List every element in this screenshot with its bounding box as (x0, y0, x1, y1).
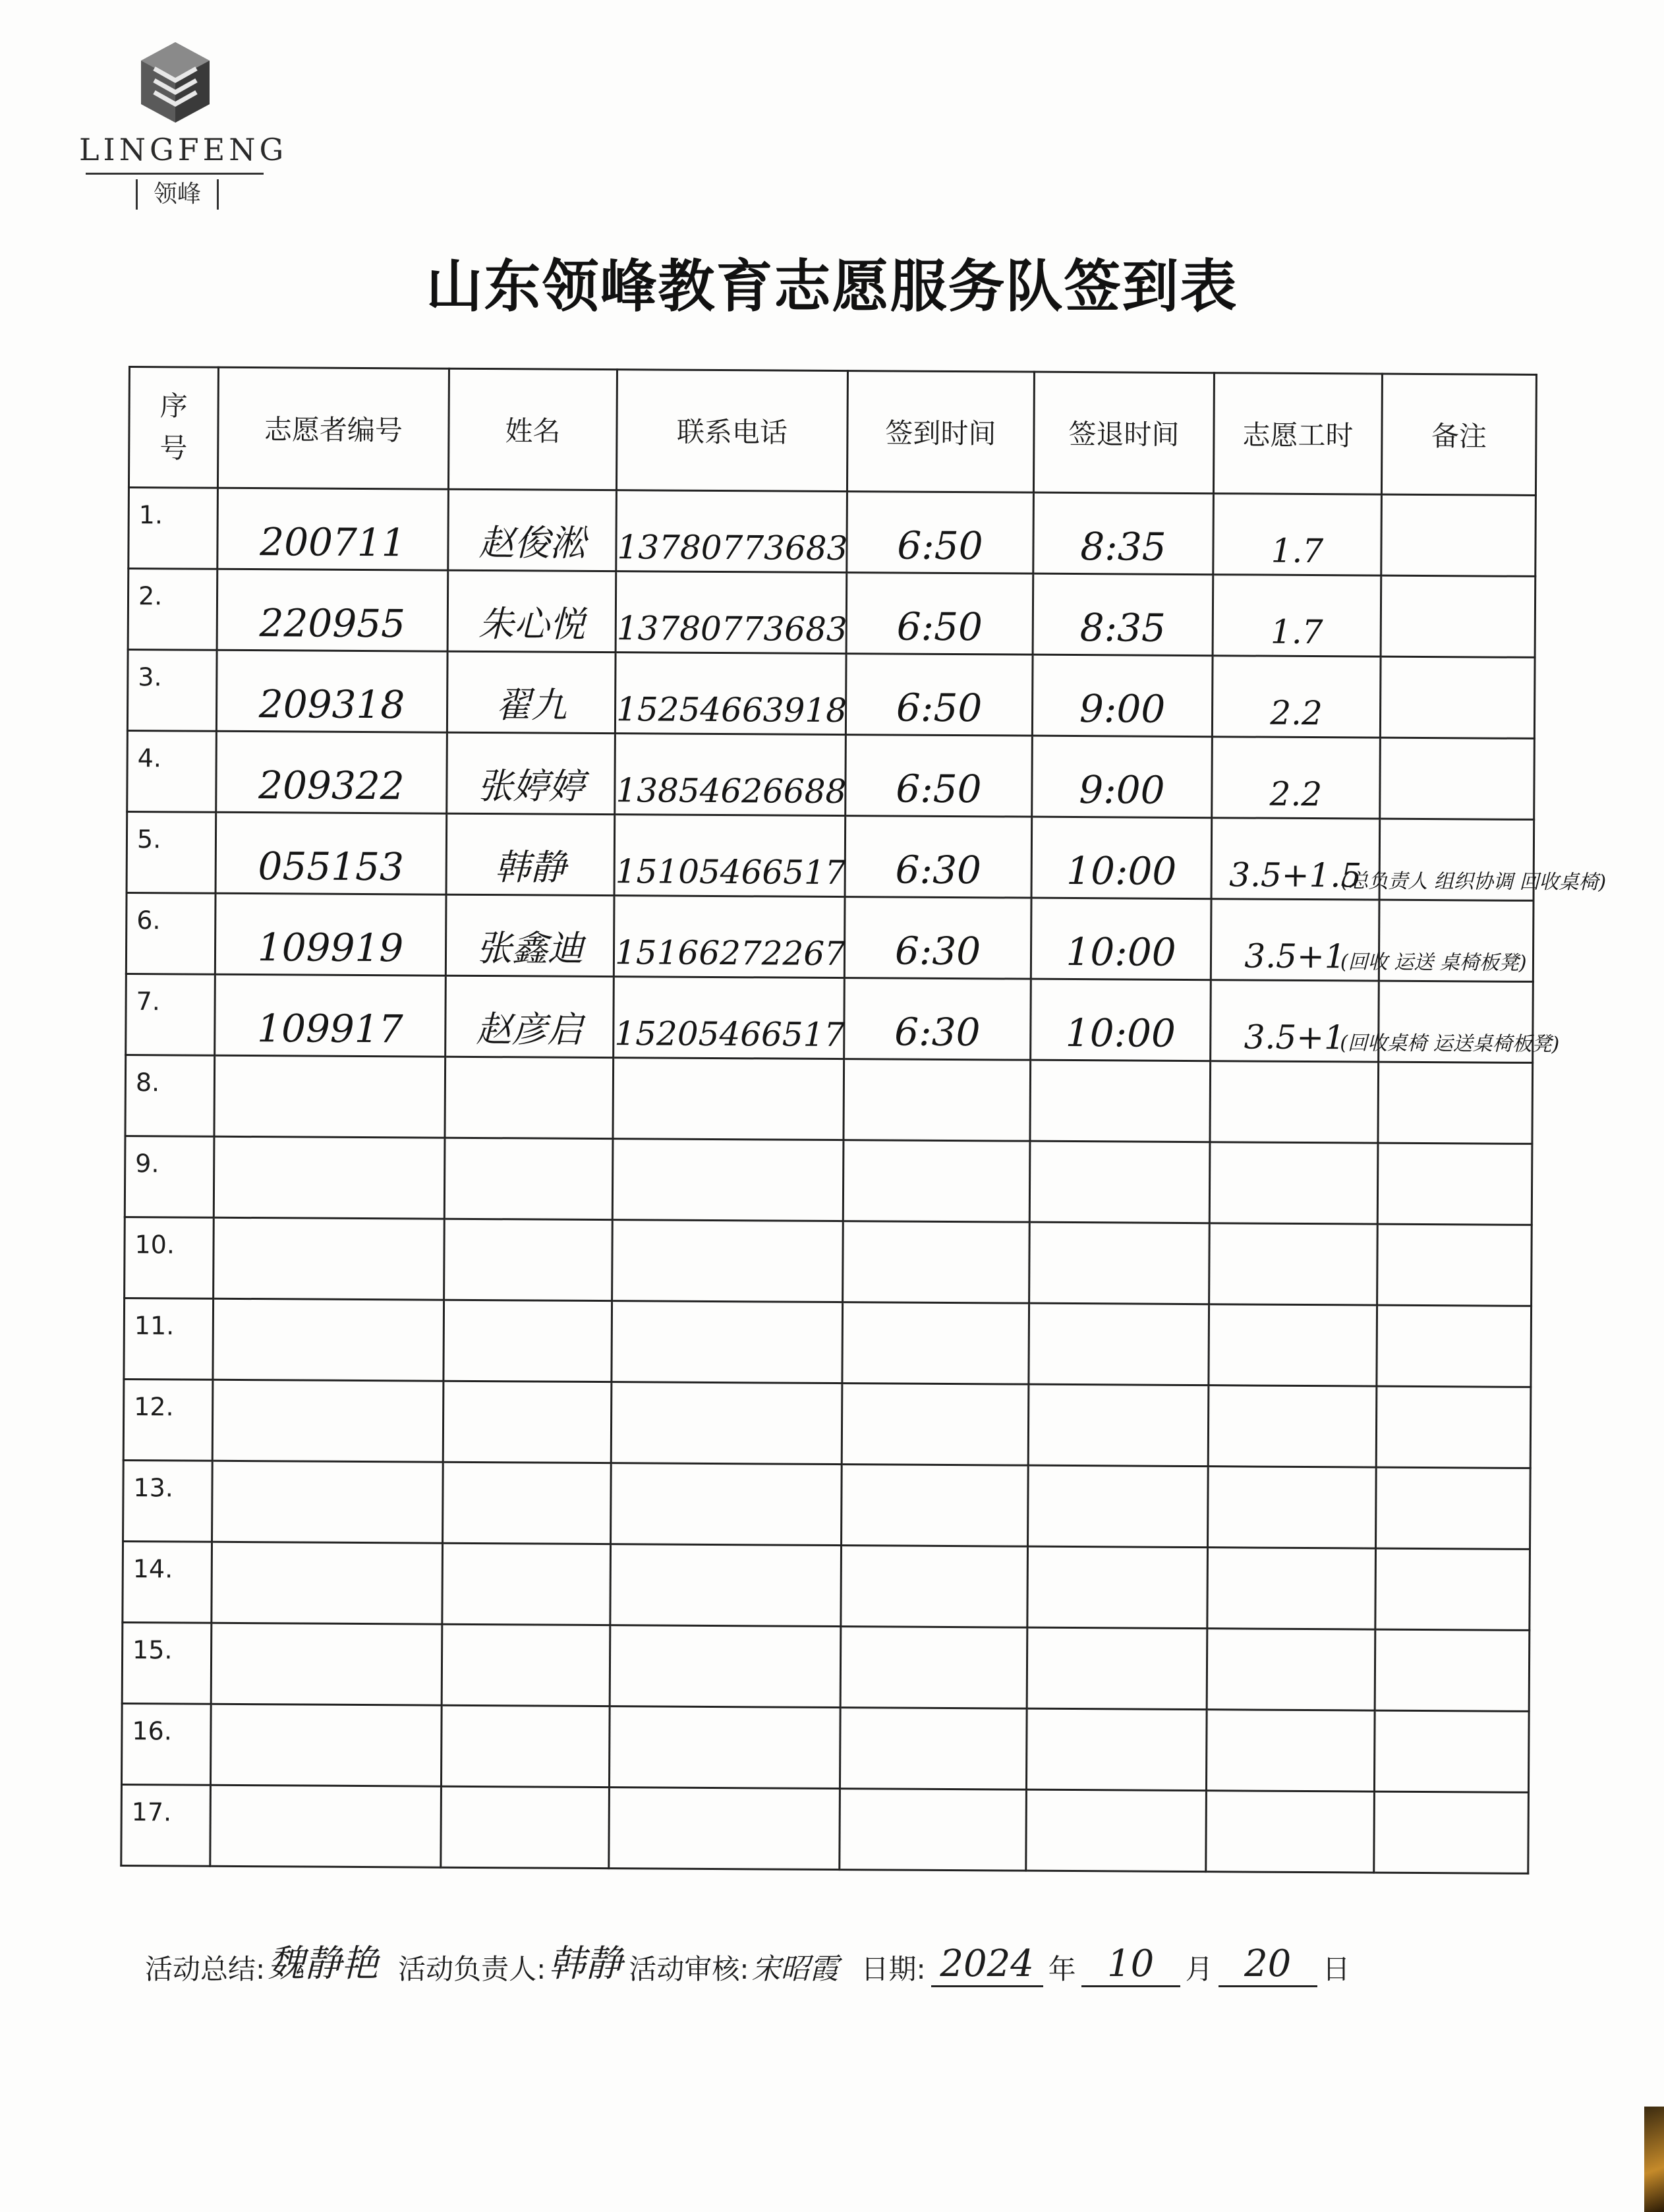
phone-cell (614, 977, 845, 1059)
name-value (445, 1295, 611, 1296)
name-value: 赵彦启 (476, 1008, 583, 1051)
table-row (123, 1379, 1531, 1468)
name-value (444, 1376, 610, 1377)
table-row (126, 892, 1534, 981)
sign-in-value (843, 1378, 1027, 1380)
year-label: 年 (1048, 1953, 1076, 1985)
volunteer-id-value: 200711 (260, 519, 406, 566)
volunteer-id-cell (213, 1298, 444, 1381)
table-header-row (129, 367, 1536, 496)
remarks-value: (总负责人 组织协调 回收桌椅) (1340, 869, 1607, 894)
row-number: 17. (131, 1797, 172, 1827)
phone-value (611, 1620, 840, 1621)
remarks-value: (回收桌椅 运送桌椅板凳) (1340, 1032, 1560, 1057)
sign-in-cell (844, 897, 1031, 979)
remarks-cell (1381, 494, 1536, 576)
sign-in-value (842, 1621, 1026, 1623)
name-value (444, 1538, 610, 1539)
hours-cell (1213, 575, 1381, 656)
sign-in-table (120, 366, 1607, 1875)
table-row (121, 1784, 1529, 1873)
phone-cell (612, 1220, 844, 1302)
phone-value: 15105466517 (615, 852, 846, 892)
sign-out-value (1027, 1866, 1205, 1867)
name-cell (447, 732, 616, 814)
volunteer-id-cell (216, 650, 447, 732)
phone-value (612, 1377, 841, 1378)
phone-cell (611, 1463, 842, 1546)
hours-value: 2.2 (1270, 693, 1323, 733)
hours-value (1210, 1299, 1376, 1300)
sign-in-cell (846, 735, 1033, 817)
name-value: 张鑫迪 (476, 927, 584, 970)
row-number: 10. (134, 1230, 175, 1260)
seq-cell (126, 892, 215, 974)
table-row (125, 1055, 1533, 1144)
phone-cell (614, 896, 845, 978)
sign-out-value (1029, 1380, 1207, 1381)
name-value (443, 1619, 609, 1620)
row-number: 1. (138, 500, 163, 530)
phone-cell (613, 1058, 844, 1140)
phone-cell (615, 734, 846, 816)
volunteer-id-cell (212, 1380, 444, 1462)
name-value: 赵俊淞 (478, 521, 586, 564)
activity-footer (145, 1915, 1529, 1987)
sign-in-cell (846, 654, 1033, 736)
date-month: 10 (1081, 1943, 1180, 1987)
row-number: 12. (134, 1392, 174, 1422)
phone-value: 15254663918 (616, 690, 847, 730)
summary-signature: 魏静艳 (268, 1942, 379, 1985)
sign-out-cell (1027, 1627, 1207, 1710)
row-number: 16. (132, 1716, 172, 1746)
seq-cell (124, 1298, 214, 1380)
hours-value: 1.7 (1270, 612, 1323, 652)
sign-in-value: 6:50 (896, 685, 983, 731)
sign-in-cell (842, 1383, 1029, 1466)
hours-value: 3.5+1 (1244, 937, 1346, 976)
volunteer-id-value: 109919 (257, 925, 404, 971)
volunteer-id-cell (214, 1217, 445, 1300)
table-row (121, 1703, 1529, 1792)
sign-out-cell (1032, 736, 1213, 818)
header-seq: 序号 (129, 367, 218, 488)
hours-cell (1208, 1385, 1377, 1467)
hours-cell (1207, 1548, 1376, 1629)
volunteer-id-value (212, 1618, 441, 1619)
phone-value: 13854626688 (616, 771, 847, 811)
sign-in-value (844, 1297, 1028, 1298)
phone-cell (610, 1625, 841, 1708)
sign-out-value (1031, 1217, 1209, 1219)
table-row (122, 1622, 1530, 1711)
sign-in-value (844, 1216, 1029, 1217)
sign-in-value: 6:50 (896, 604, 983, 650)
row-number: 13. (133, 1473, 174, 1503)
hours-cell (1206, 1791, 1375, 1873)
phone-value (612, 1458, 841, 1459)
volunteer-id-value: 109917 (256, 1006, 403, 1052)
hours-value (1208, 1623, 1374, 1624)
date-year: 2024 (931, 1943, 1043, 1987)
sign-out-cell (1029, 1141, 1210, 1223)
row-number: 9. (135, 1149, 159, 1179)
hours-cell (1210, 1061, 1379, 1143)
remarks-cell (1340, 900, 1534, 981)
sign-out-value: 10:00 (1066, 929, 1176, 975)
hours-cell (1212, 737, 1381, 819)
volunteer-id-value (214, 1456, 442, 1457)
sign-out-value (1029, 1461, 1207, 1462)
phone-cell (614, 815, 846, 897)
sign-in-value (843, 1459, 1027, 1461)
volunteer-id-value (212, 1780, 440, 1782)
phone-value (611, 1701, 840, 1703)
sign-in-cell (843, 1140, 1030, 1223)
seq-cell (123, 1541, 212, 1623)
page-title: 山东领峰教育志愿服务队签到表 (426, 254, 1238, 320)
table-row (129, 488, 1536, 577)
sign-out-value (1030, 1298, 1208, 1300)
remarks-cell (1377, 1143, 1532, 1225)
hours-value (1211, 1218, 1377, 1219)
hours-cell (1212, 656, 1381, 738)
volunteer-id-cell (212, 1542, 443, 1624)
name-cell (445, 975, 614, 1057)
volunteer-id-value: 220955 (259, 600, 406, 647)
name-cell (443, 1462, 612, 1544)
phone-value: 13780773683 (616, 609, 847, 649)
sign-out-value (1028, 1704, 1206, 1705)
seq-cell (127, 730, 217, 812)
sign-out-cell (1031, 817, 1212, 899)
review-label: 活动审核: (629, 1953, 749, 1985)
hours-value (1209, 1461, 1375, 1462)
seq-cell (127, 650, 217, 732)
volunteer-id-value (214, 1375, 442, 1376)
sign-out-cell (1033, 492, 1214, 575)
phone-value (610, 1863, 838, 1865)
seq-cell (128, 569, 217, 651)
sign-in-sheet (121, 366, 1607, 1847)
remarks-cell (1381, 575, 1535, 657)
phone-value (614, 1134, 843, 1135)
phone-cell (612, 1301, 843, 1383)
remarks-value: (回收 运送 桌椅板凳) (1340, 950, 1527, 975)
row-number: 3. (138, 662, 162, 692)
sign-out-cell (1029, 1222, 1210, 1304)
phone-value: 13780773683 (617, 528, 848, 568)
table-row (123, 1460, 1531, 1549)
hours-value (1209, 1380, 1375, 1381)
sign-in-value: 6:30 (895, 847, 982, 893)
month-label: 月 (1185, 1953, 1213, 1985)
sign-in-value: 6:30 (894, 1009, 981, 1055)
phone-value: 15205466517 (614, 1014, 846, 1055)
sign-out-value: 10:00 (1066, 848, 1177, 894)
volunteer-id-value (214, 1294, 443, 1295)
sign-in-cell (842, 1465, 1029, 1547)
sign-in-cell (845, 816, 1032, 898)
sign-out-cell (1033, 573, 1213, 656)
table-row (126, 974, 1534, 1062)
volunteer-id-cell (210, 1785, 442, 1867)
seq-cell (125, 1055, 215, 1136)
sign-in-value (844, 1135, 1029, 1136)
volunteer-id-cell (214, 1055, 445, 1138)
remarks-cell (1376, 1386, 1531, 1468)
seq-cell (126, 974, 215, 1055)
seq-cell (121, 1784, 211, 1866)
hours-value (1209, 1542, 1375, 1543)
seq-cell (125, 1136, 214, 1217)
name-cell (444, 1138, 613, 1219)
sign-out-value: 8:35 (1079, 605, 1166, 651)
seq-cell (121, 1703, 211, 1785)
phone-cell (616, 490, 847, 573)
sign-in-cell (841, 1546, 1028, 1628)
sign-out-cell (1028, 1465, 1209, 1548)
sign-in-cell (844, 978, 1031, 1061)
phone-cell (616, 571, 847, 654)
sign-in-cell (843, 1221, 1030, 1304)
name-cell (441, 1786, 610, 1868)
phone-cell (609, 1788, 840, 1870)
volunteer-id-cell (211, 1623, 442, 1705)
sign-in-cell (840, 1708, 1027, 1790)
sign-in-cell (840, 1789, 1027, 1871)
name-cell (442, 1543, 611, 1625)
date-day: 20 (1219, 1943, 1317, 1987)
name-cell (448, 489, 617, 571)
header-remarks: 备注 (1381, 374, 1536, 495)
photo-edge-decoration (1644, 2107, 1664, 2212)
remarks-cell (1374, 1791, 1529, 1873)
sign-out-cell (1026, 1790, 1207, 1872)
sign-out-cell (1027, 1546, 1208, 1629)
table-row (123, 1541, 1530, 1630)
logo-brand-en: LINGFENG (79, 132, 288, 167)
volunteer-id-cell (212, 1461, 444, 1543)
hours-value: 3.5+1 (1244, 1018, 1346, 1057)
remarks-cell (1376, 1467, 1531, 1549)
row-number: 11. (134, 1311, 175, 1341)
leader-signature: 韩静 (548, 1942, 623, 1985)
leader-label: 活动负责人: (398, 1953, 546, 1985)
volunteer-id-value (211, 1861, 440, 1863)
phone-cell (610, 1544, 842, 1627)
phone-value (612, 1539, 840, 1540)
sign-in-value: 6:50 (897, 523, 983, 569)
volunteer-id-value (215, 1132, 444, 1133)
sign-in-cell (840, 1627, 1027, 1709)
sign-out-value (1027, 1785, 1205, 1786)
hours-value: 1.7 (1271, 531, 1324, 571)
table-row (127, 650, 1535, 739)
volunteer-id-value: 209322 (258, 763, 405, 809)
row-number: 15. (132, 1635, 173, 1665)
name-cell (445, 1057, 614, 1138)
hours-cell (1209, 1223, 1378, 1305)
seq-cell (125, 1217, 214, 1298)
remarks-cell (1378, 1062, 1533, 1144)
row-number: 2. (138, 581, 163, 611)
logo-divider (86, 173, 264, 175)
hours-cell (1206, 1710, 1375, 1791)
sign-out-cell (1031, 898, 1211, 980)
table-row (125, 1217, 1532, 1306)
volunteer-id-cell (210, 1704, 442, 1786)
volunteer-id-cell (217, 488, 449, 570)
volunteer-id-cell (216, 731, 447, 813)
volunteer-id-cell (217, 569, 448, 651)
sign-out-cell (1028, 1384, 1209, 1467)
seq-cell (123, 1379, 213, 1461)
sign-out-value (1031, 1136, 1209, 1138)
sign-out-value: 8:35 (1080, 524, 1166, 569)
volunteer-id-cell (214, 1136, 445, 1219)
phone-cell (612, 1139, 844, 1221)
table-row (124, 1298, 1532, 1387)
hours-cell (1209, 1142, 1378, 1224)
date-label: 日期: (861, 1953, 926, 1985)
table-row (128, 569, 1535, 658)
remarks-cell (1340, 819, 1607, 900)
hours-cell (1208, 1467, 1377, 1548)
name-cell (445, 894, 614, 976)
name-cell (444, 1300, 612, 1382)
seq-cell (127, 811, 216, 893)
phone-value: 15166272267 (614, 933, 846, 974)
sign-in-cell (846, 573, 1033, 655)
review-signature: 宋昭霞 (751, 1952, 839, 1986)
remarks-cell (1377, 1224, 1532, 1306)
volunteer-id-cell (215, 812, 447, 894)
lingfeng-cube-logo-icon (136, 40, 215, 125)
phone-value (613, 1296, 842, 1297)
header-volunteer-id: 志愿者编号 (217, 367, 449, 489)
table-row (127, 811, 1534, 900)
seq-cell (123, 1460, 213, 1542)
sign-in-value: 6:30 (894, 928, 981, 974)
name-cell (447, 570, 616, 652)
name-cell (444, 1219, 613, 1300)
sign-out-cell (1030, 1060, 1211, 1142)
name-value: 韩静 (494, 846, 566, 888)
sign-in-cell (847, 492, 1034, 574)
remarks-cell (1375, 1629, 1530, 1711)
name-cell (443, 1381, 612, 1463)
row-number: 5. (136, 825, 161, 854)
hours-value: 2.2 (1269, 774, 1323, 814)
sign-out-value: 9:00 (1079, 686, 1166, 732)
logo-brand-cn: 领峰 (136, 179, 219, 210)
sign-out-value: 10:00 (1065, 1010, 1176, 1056)
sign-out-cell (1031, 979, 1211, 1061)
hours-value (1208, 1704, 1374, 1705)
name-value: 张婷婷 (477, 765, 585, 807)
header-phone: 联系电话 (616, 370, 847, 492)
hours-cell (1209, 1304, 1377, 1386)
sign-out-cell (1032, 655, 1213, 737)
name-value (444, 1457, 610, 1458)
seq-cell (129, 488, 218, 569)
phone-cell (611, 1382, 842, 1465)
remarks-cell (1380, 738, 1535, 819)
summary-label: 活动总结: (145, 1953, 266, 1985)
sign-out-cell (1029, 1303, 1209, 1385)
hours-cell (1207, 1629, 1375, 1710)
row-number: 7. (136, 987, 161, 1016)
name-value: 朱心悦 (478, 602, 585, 645)
phone-value (610, 1782, 839, 1784)
row-number: 4. (137, 743, 162, 773)
sign-in-value (840, 1865, 1025, 1866)
phone-cell (615, 653, 846, 735)
name-cell (446, 813, 615, 895)
header-hours: 志愿工时 (1213, 373, 1382, 494)
remarks-cell (1340, 981, 1560, 1062)
volunteer-id-value: 055153 (258, 844, 405, 890)
name-cell (442, 1624, 610, 1706)
row-number: 6. (136, 906, 161, 935)
volunteer-id-cell (215, 974, 446, 1057)
remarks-cell (1374, 1710, 1529, 1792)
name-cell (441, 1705, 610, 1787)
name-cell (447, 651, 616, 733)
row-number: 8. (135, 1068, 160, 1097)
name-value (446, 1133, 612, 1134)
phone-cell (609, 1706, 840, 1789)
name-value: 翟九 (495, 684, 567, 726)
sign-out-value (1028, 1623, 1206, 1624)
remarks-cell (1380, 656, 1535, 738)
seq-cell (122, 1622, 212, 1704)
hours-value (1211, 1137, 1377, 1138)
table-row (127, 730, 1535, 819)
sign-in-cell (842, 1302, 1029, 1385)
company-logo (79, 40, 288, 211)
sign-in-value (841, 1784, 1025, 1785)
header-sign-in: 签到时间 (847, 371, 1034, 493)
header-name: 姓名 (448, 368, 617, 490)
sign-in-cell (844, 1059, 1031, 1142)
hours-value: 3.5+1.5 (1229, 856, 1362, 895)
hours-cell (1213, 494, 1382, 575)
volunteer-id-value (215, 1213, 444, 1214)
volunteer-id-cell (215, 893, 446, 975)
sign-in-value (842, 1540, 1027, 1542)
sign-out-cell (1026, 1708, 1207, 1791)
volunteer-id-value (212, 1699, 441, 1701)
table-row (125, 1136, 1532, 1225)
remarks-cell (1377, 1305, 1532, 1387)
sign-in-value (842, 1703, 1026, 1704)
remarks-cell (1375, 1548, 1530, 1630)
volunteer-id-value: 209318 (258, 682, 405, 728)
sign-out-value: 9:00 (1079, 767, 1165, 813)
sign-out-value (1029, 1542, 1207, 1543)
phone-value (614, 1215, 842, 1216)
name-value (445, 1214, 612, 1215)
sign-in-value: 6:50 (896, 766, 982, 812)
header-sign-out: 签退时间 (1033, 372, 1214, 494)
day-label: 日 (1322, 1953, 1350, 1985)
row-number: 14. (132, 1554, 173, 1584)
volunteer-id-value (213, 1537, 442, 1538)
